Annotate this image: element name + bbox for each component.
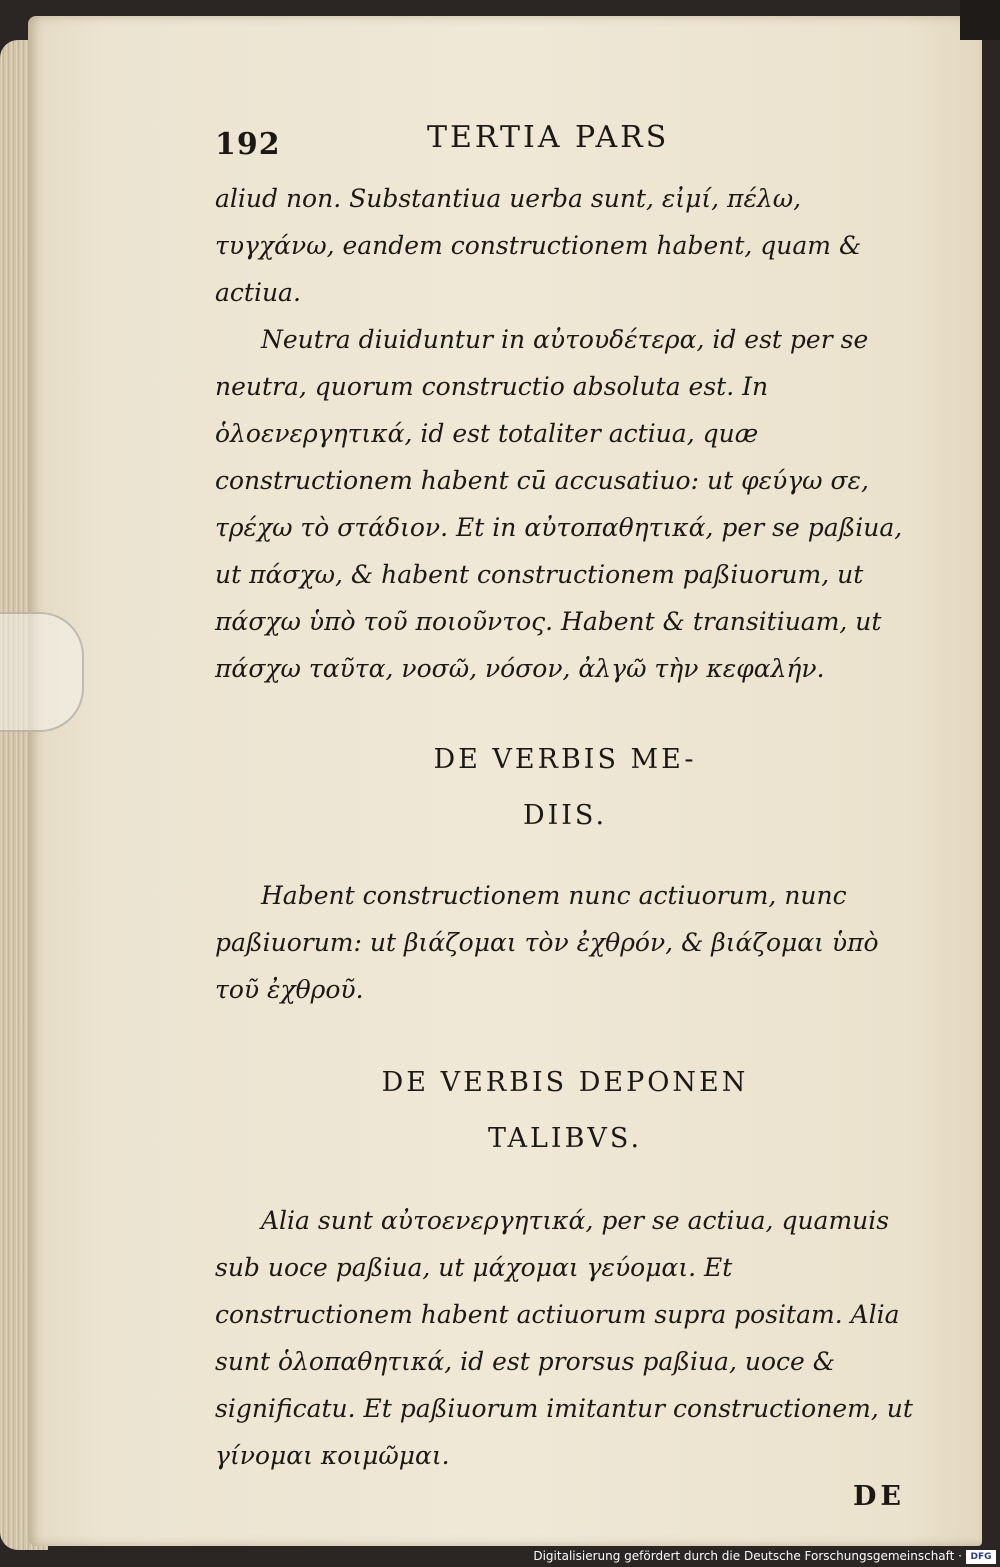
page-clip-tab <box>0 612 84 732</box>
heading-de-verbis-deponentalibus <box>215 1055 915 1167</box>
paragraph-media: Habent constructionem nunc actiuorum, nunc paßiuorum: ut βιάζομαι τὸν ἐχθρόν, & βιάζομαι ὑπὸ τοῦ ἐχθροῦ. <box>215 881 879 1004</box>
running-head: TERTIA PARS <box>427 120 670 155</box>
heading-line: DIIS. <box>522 800 608 831</box>
dfg-logo: DFG <box>966 1550 996 1564</box>
heading-line: TALIBVS. <box>487 1123 643 1154</box>
paragraph-deponentia: Alia sunt αὐτοενεργητικά, per se actiua, quamuis sub uoce paßiua, ut μάχομαι γεύομαι. Et constructionem habent actiuorum supra positam. Alia sunt ὁλοπαθητικά, id est prorsus paßiua, uoce & significatu. Et paßiuorum imitantur constructionem, ut γίνομαι κοιμῶμαι. <box>215 1206 913 1470</box>
heading-line: DE VERBIS DEPONEN <box>381 1067 749 1098</box>
heading-de-verbis-mediis <box>215 732 915 844</box>
paragraph-neutra: Neutra diuiduntur in αὐτουδέτερα, id est per se neutra, quorum constructio absoluta est. In ὁλοενεργητικά, id est totaliter actiua, quæ constructionem habent cū accusatiuo: ut φεύγω σε, τρέχω τὸ στάδιον. Et in αὐτοπαθητικά, per se paßiua, ut πάσχω, & habent constructionem paßiuorum, ut πάσχω ὑπὸ τοῦ ποιοῦντος. Habent & transitiuam, ut πάσχω ταῦτα, νοσῶ, νόσον, ἀλγῶ τὴν κεφαλήν. <box>215 325 903 683</box>
heading-line: DE VERBIS ME- <box>433 744 697 775</box>
catchword: DE <box>853 1481 905 1512</box>
page-number: 192 <box>215 127 281 162</box>
digitization-credit: Digitalisierung gefördert durch die Deutsche Forschungsgemeinschaft · <box>533 1549 962 1563</box>
paragraph-substantiua: aliud non. Substantiua uerba sunt, εἰμί, πέλω, τυγχάνω, eandem constructionem habent, quam & actiua. <box>215 184 862 307</box>
page-text-block <box>215 115 915 1512</box>
scan-corner <box>960 0 1000 40</box>
page-header <box>215 115 915 175</box>
